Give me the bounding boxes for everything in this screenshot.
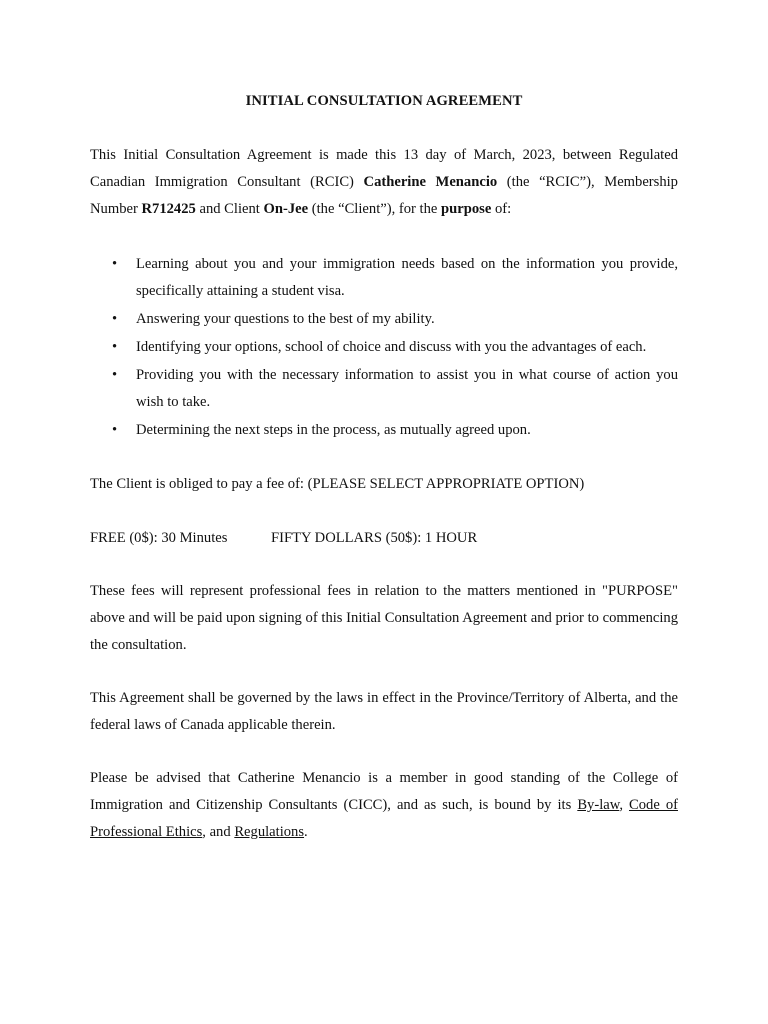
- client-name: On-Jee: [263, 201, 309, 217]
- fee-option-free[interactable]: FREE (0$): 30 Minutes: [90, 530, 228, 546]
- bylaw-link[interactable]: By-law: [577, 797, 620, 813]
- purpose-item: • Providing you with the necessary information to assist you in what course of action you wish to take.: [90, 362, 678, 416]
- purpose-item: • Learning about you and your immigration needs based on the information you provide, specifically attaining a student visa.: [90, 251, 678, 305]
- period: .: [304, 824, 308, 840]
- intro-text-1: This Initial Consultation Agreement is made this 13 day of March, 2023, between Regulated Canadian Immigration Consultant (RCIC): [90, 147, 678, 190]
- regulations-link[interactable]: Regulations: [234, 824, 305, 840]
- separator: ,: [619, 797, 629, 813]
- fees-paragraph: These fees will represent professional fees in relation to the matters mentioned in "PURPOSE" above and will be paid upon signing of this Initial Consultation Agreement and prior to commencing the consultation.: [90, 583, 678, 653]
- purpose-item: • Identifying your options, school of choice and discuss with you the advantages of each.: [90, 334, 678, 361]
- intro-text-5: of:: [491, 201, 512, 217]
- purpose-item: • Answering your questions to the best of my ability.: [90, 306, 678, 333]
- intro-paragraph: [90, 142, 678, 223]
- advisory-text: Please be advised that Catherine Menancio is a member in good standing of the College of Immigration and Citizenship Consultants (CICC), and as such, is bound by its: [90, 770, 678, 813]
- consultant-name: Catherine Menancio: [363, 174, 498, 190]
- fee-prompt: The Client is obliged to pay a fee of: (PLEASE SELECT APPROPRIATE OPTION): [90, 476, 585, 492]
- separator: , and: [202, 824, 235, 840]
- governing-law-paragraph: This Agreement shall be governed by the laws in effect in the Province/Territory of Alberta, and the federal laws of Canada applicable therein.: [90, 690, 678, 733]
- membership-number: R712425: [141, 201, 196, 217]
- purpose-word: purpose: [441, 201, 492, 217]
- advisory-paragraph: [90, 765, 678, 846]
- intro-text-2: (the “RCIC”), Membership Number: [90, 174, 678, 217]
- fee-option-paid[interactable]: FIFTY DOLLARS (50$): 1 HOUR: [271, 530, 478, 546]
- page-title: INITIAL CONSULTATION AGREEMENT: [245, 93, 523, 109]
- intro-text-4: (the “Client”), for the: [308, 201, 442, 217]
- intro-text-3: and Client: [195, 201, 264, 217]
- purpose-item: • Determining the next steps in the process, as mutually agreed upon.: [90, 417, 678, 444]
- code-of-ethics-link[interactable]: Code of Professional Ethics: [90, 797, 678, 840]
- purpose-list: [90, 251, 678, 445]
